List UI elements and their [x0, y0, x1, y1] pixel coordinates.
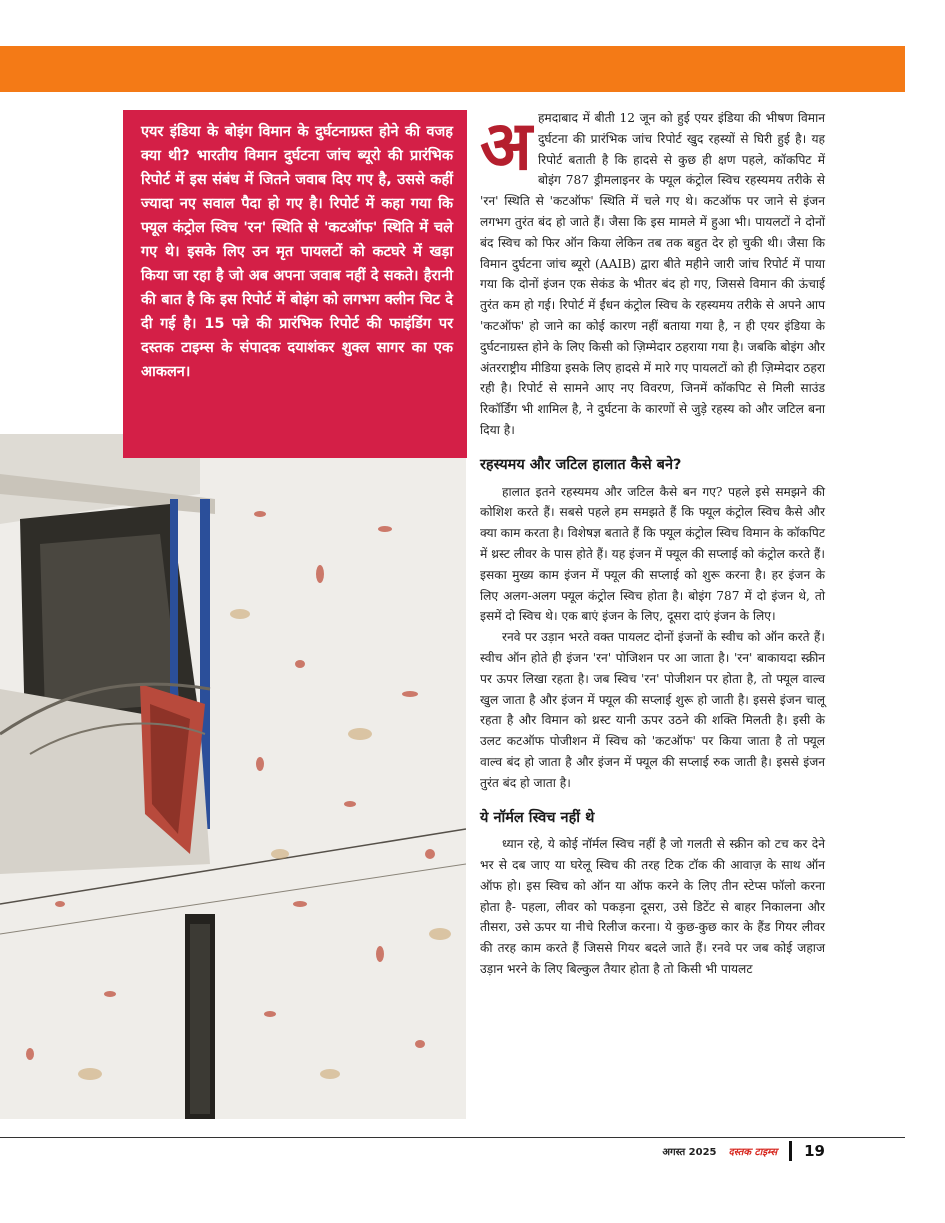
crash-site-photo [0, 434, 466, 1119]
article-body [480, 108, 825, 980]
paragraph-1-text: हमदाबाद में बीती 12 जून को हुई एयर इंडिया की भीषण विमान दुर्घटना की प्रारंभिक जांच रिपोर्ट खुद रहस्यों से घिरी हुई है। यह रिपोर्ट बताती है कि हादसे से कुछ ही क्षण पहले, कॉकपिट में बोइंग 787 ड्रीमलाइनर के फ्यूल कंट्रोल स्विच रहस्यमय तरीके से 'रन' स्थिति से 'कटऑफ' स्थिति में चले गए थे। कटऑफ पर जाने से इंजन लगभग तुरंत बंद हो जाते हैं। जैसा कि इस मामले में हुआ भी। पायलटों ने दोनों बंद स्विच को फिर ऑन किया लेकिन तब तक बहुत देर हो चुकी थी। जैसा कि विमान दुर्घटना जांच ब्यूरो (AAIB) द्वारा बीते महीने जारी जांच रिपोर्ट में पाया गया कि दोनों इंजन एक सेकंड के भीतर बंद हो गए, जिससे विमान की ऊंचाई तुरंत कम हो गई। रिपोर्ट में ईंधन कंट्रोल स्विच के रहस्यमय तरीके से अपने आप 'कटऑफ' हो जाने का कोई कारण नहीं बताया गया है, न ही एयर इंडिया के दुर्घटनाग्रस्त होने के लिए किसी को ज़िम्मेदार ठहराया गया है। जबकि बोइंग और अंतरराष्ट्रीय मीडिया इसके लिए हादसे में मारे गए पायलटों को ही ज़िम्मेदार ठहरा रही है। रिपोर्ट से सामने आए नए विवरण, जिनमें कॉकपिट से मिली साउंड रिकॉर्डिंग भी शामिल है, ने दुर्घटना के कारणों से जुड़े रहस्य को और जटिल बना दिया है। [480, 111, 825, 437]
article-paragraph-1 [480, 108, 825, 441]
footer-separator [789, 1141, 792, 1161]
section-heading-normal-switch: ये नॉर्मल स्विच नहीं थे [480, 809, 595, 826]
page-footer [662, 1141, 825, 1161]
issue-date: अगस्त 2025 [662, 1147, 717, 1158]
magazine-logo: दस्तक टाइम्स [728, 1147, 778, 1158]
article-paragraph-2: हालात इतने रहस्यमय और जटिल कैसे बन गए? पहले इसे समझने की कोशिश करते हैं। सबसे पहले हम समझते हैं कि फ्यूल कंट्रोल स्विच कैसे और क्या काम करता है। विशेषज्ञ बताते हैं कि फ्यूल कंट्रोल स्विच विमान के कॉकपिट में थ्रस्ट लीवर के पास होते हैं। यह इंजन में फ्यूल की सप्लाई को कंट्रोल करते हैं। इसका मुख्य काम इंजन में फ्यूल की सप्लाई को शुरू करना है। हर इंजन के लिए अलग-अलग फ्यूल कंट्रोल स्विच होता है। बोइंग 787 में दो इंजन थे, तो इसमें दो स्विच थे। एक बाएं इंजन के लिए, दूसरा दाएं इंजन के लिए। [480, 484, 825, 624]
article-paragraph-3: रनवे पर उड़ान भरते वक्त पायलट दोनों इंजनों के स्वीच को ऑन करते हैं। स्वीच ऑन होते ही इंजन 'रन' पोजिशन पर आ जाता है। 'रन' बाकायदा स्क्रीन पर ऊपर लिखा रहता है। जब स्विच 'रन' पोजीशन पर होता है, तो फ्यूल वाल्व खुल जाता है और इंजन में फ्यूल की सप्लाई शुरू हो जाती है। इससे इंजन चालू रहता है और विमान को थ्रस्ट यानी ऊपर उठने की शक्ति मिलती है। इसी के उलट कटऑफ पोजीशन में स्विच को 'कटऑफ' पर किया जाता है तो फ्यूल वाल्व बंद हो जाता है और इंजन में फ्यूल की सप्लाई रुक जाती है। इससे इंजन तुरंत बंद हो जाता है। [480, 630, 825, 790]
intro-text: एयर इंडिया के बोइंग विमान के दुर्घटनाग्रस्त होने की वजह क्या थी? भारतीय विमान दुर्घटना जांच ब्यूरो की प्रारंभिक रिपोर्ट में इस संबंध में जितने जवाब दिए गए है, उससे कहीं ज्यादा नए सवाल पैदा हो गए है। रिपोर्ट में कहा गया कि फ्यूल कंट्रोल स्विच 'रन' स्थिति से 'कटऑफ' स्थिति में चले गए थे। इसके लिए उन मृत पायलटों को कटघरे में खड़ा किया जा रहा है जो अब अपना जवाब नहीं दे सकते। हैरानी की बात है कि इस रिपोर्ट में बोइंग को लगभग क्लीन चिट दे दी गई है। 15 पन्ने की प्रारंभिक रिपोर्ट की फाइंडिंग पर दस्तक टाइम्स के संपादक दयाशंकर शुक्ल सागर का एक आकलन। [141, 124, 453, 380]
page-number: 19 [804, 1142, 825, 1160]
top-color-band [0, 46, 905, 92]
building-damage-illustration [0, 434, 466, 1119]
footer-divider [0, 1137, 905, 1138]
article-paragraph-4: ध्यान रहे, ये कोई नॉर्मल स्विच नहीं है जो गलती से स्क्रीन को टच कर देने भर से दब जाए या घरेलू स्विच की तरह टिक टॉक की आवाज़ के साथ ऑन ऑफ हो। इस स्विच को ऑन या ऑफ करने के लिए तीन स्टेप्स फॉलो करना होता है- पहला, लीवर को पकड़ना दूसरा, उसे डिटेंट से बाहर निकालना और तीसरा, उसे ऊपर या नीचे रिलीज करना। ये कुछ-कुछ कार के हैंड गियर लीवर की तरह काम करते हैं जिससे गियर बदले जाते हैं। रनवे पर जब कोई जहाज उड़ान भरने के लिए बिल्कुल तैयार होता है तो किसी भी पायलट [480, 837, 825, 977]
section-heading-mysterious: रहस्यमय और जटिल हालात कैसे बने? [480, 456, 682, 473]
drop-cap: अ [480, 106, 532, 186]
intro-highlight-box [123, 110, 467, 458]
